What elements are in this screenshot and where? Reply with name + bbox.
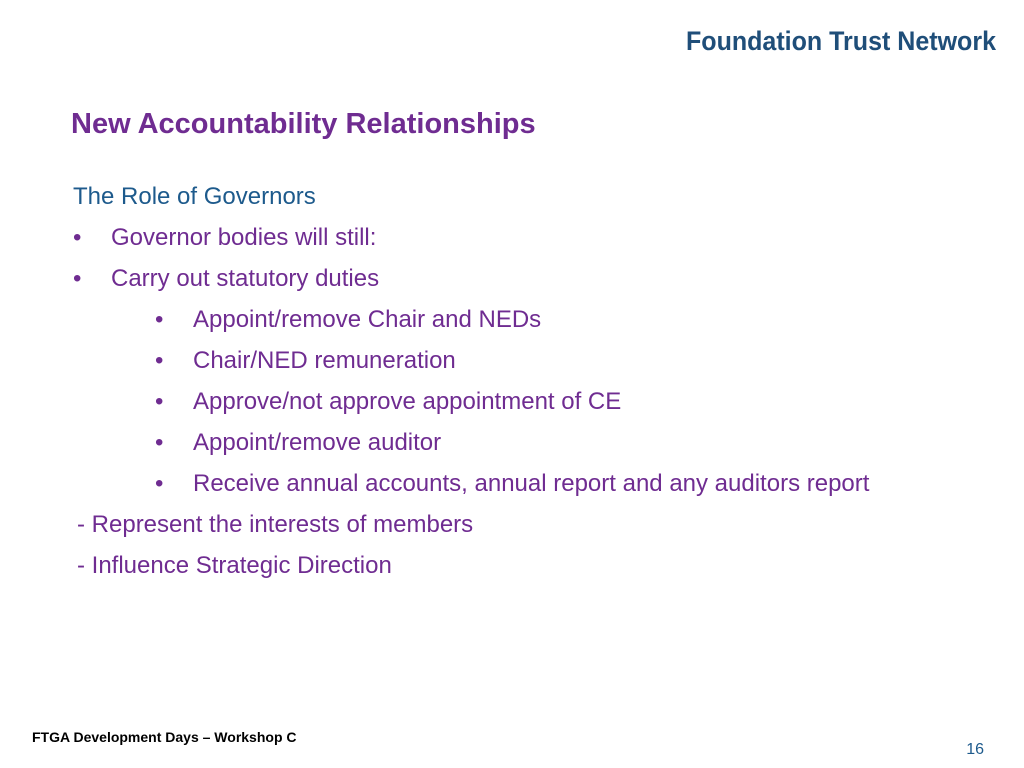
foundation-trust-network-logo — [686, 24, 998, 58]
sub-bullet-text: Chair/NED remuneration — [193, 347, 456, 374]
bullet-icon: • — [155, 429, 164, 456]
bullet-icon: • — [73, 265, 82, 292]
sub-bullet-item — [73, 340, 913, 381]
bullet-icon: • — [155, 347, 164, 374]
sub-bullet-text: Appoint/remove Chair and NEDs — [193, 306, 542, 333]
sub-bullet-text: Receive annual accounts, annual report and any auditors report — [193, 470, 870, 497]
bullet-icon: • — [73, 224, 82, 251]
logo-text: Foundation Trust Network — [686, 26, 997, 56]
bullet-item — [73, 217, 973, 258]
bullet-icon: • — [155, 306, 164, 333]
sub-bullet-item — [73, 463, 913, 504]
slide-title: New Accountability Relationships — [71, 108, 536, 140]
bullet-icon: • — [155, 470, 164, 497]
page-number: 16 — [966, 741, 984, 758]
bullet-text: Governor bodies will still: — [111, 224, 377, 251]
bullet-item — [73, 258, 973, 299]
bullet-text: Carry out statutory duties — [111, 265, 380, 292]
dash-item: - Influence Strategic Direction — [77, 552, 392, 579]
sub-bullet-item — [73, 299, 913, 340]
sub-bullet-item — [73, 381, 913, 422]
dash-item: - Represent the interests of members — [77, 511, 474, 538]
sub-bullet-text: Appoint/remove auditor — [193, 429, 442, 456]
bullet-icon: • — [155, 388, 164, 415]
sub-bullet-text: Approve/not approve appointment of CE — [193, 388, 622, 415]
footer-label: FTGA Development Days – Workshop C — [32, 729, 297, 745]
subheading: The Role of Governors — [73, 183, 316, 210]
slide-body — [73, 176, 973, 586]
sub-bullet-item — [73, 422, 913, 463]
logo-wordmark — [686, 24, 998, 58]
